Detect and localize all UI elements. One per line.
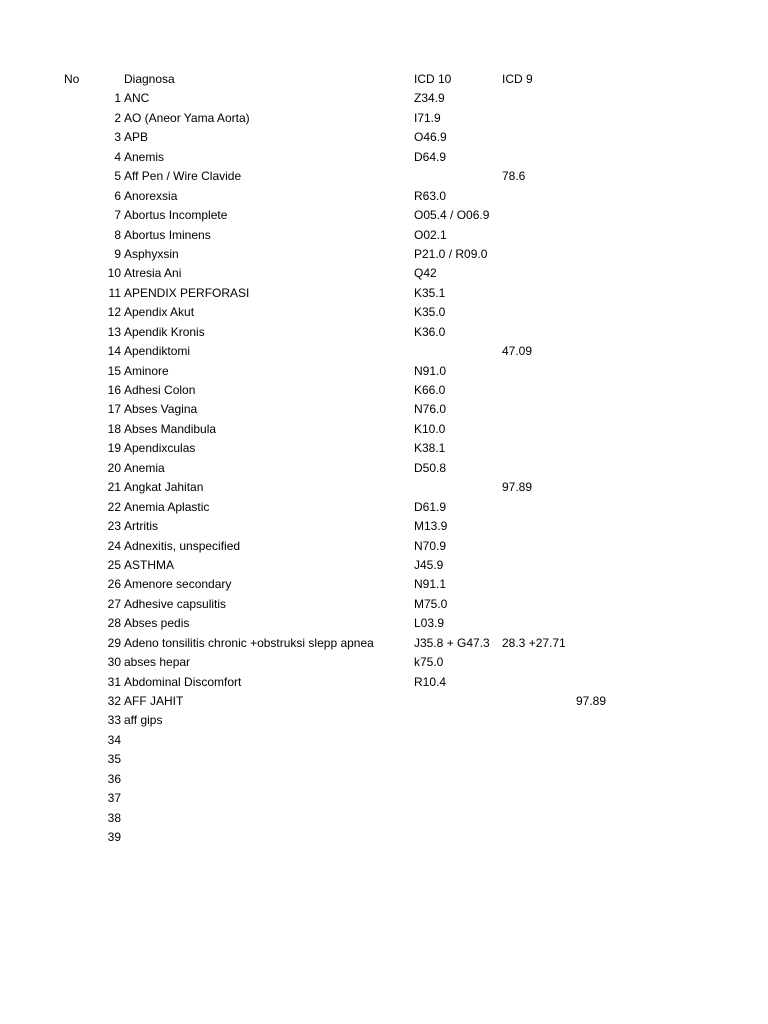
row-number: 15 bbox=[107, 363, 121, 378]
table-row bbox=[0, 595, 768, 614]
row-number: 23 bbox=[107, 519, 121, 534]
row-number: 8 bbox=[114, 227, 121, 242]
header-icd9: ICD 9 bbox=[502, 72, 533, 86]
row-diagnosa: Adnexitis, unspecified bbox=[124, 538, 241, 553]
row-icd10: L03.9 bbox=[414, 616, 445, 631]
row-icd10: k75.0 bbox=[414, 655, 444, 670]
row-number: 1 bbox=[114, 91, 121, 106]
row-diagnosa: Abses pedis bbox=[124, 616, 190, 631]
table-row bbox=[0, 673, 768, 692]
table-row bbox=[0, 439, 768, 458]
row-diagnosa: Adhesive capsulitis bbox=[124, 596, 227, 611]
table-row bbox=[0, 362, 768, 381]
row-number: 37 bbox=[107, 791, 121, 806]
diagnosis-sheet bbox=[0, 70, 768, 848]
row-icd10: K66.0 bbox=[414, 383, 446, 397]
row-number: 2 bbox=[114, 110, 121, 125]
table-row bbox=[0, 420, 768, 439]
table-row bbox=[0, 323, 768, 342]
table-row bbox=[0, 342, 768, 361]
row-number: 9 bbox=[114, 246, 121, 261]
table-row bbox=[0, 517, 768, 536]
row-icd9: 78.6 bbox=[502, 169, 526, 184]
header-no: No bbox=[64, 72, 80, 86]
row-number: 39 bbox=[107, 830, 121, 845]
table-row bbox=[0, 692, 768, 711]
row-diagnosa: Anemia Aplastic bbox=[124, 499, 210, 514]
row-icd10: O46.9 bbox=[414, 130, 447, 145]
row-diagnosa: Adeno tonsilitis chronic +obstruksi slepp apnea bbox=[124, 635, 374, 650]
row-number: 28 bbox=[107, 616, 121, 631]
row-number: 20 bbox=[107, 460, 121, 475]
row-icd10: D61.9 bbox=[414, 499, 447, 514]
header-icd10: ICD 10 bbox=[414, 72, 452, 86]
row-diagnosa: AFF JAHIT bbox=[124, 694, 184, 708]
row-number: 36 bbox=[107, 771, 121, 786]
table-row bbox=[0, 809, 768, 828]
row-diagnosa: Abortus Incomplete bbox=[124, 208, 228, 223]
table-row bbox=[0, 264, 768, 283]
row-number: 16 bbox=[107, 383, 121, 397]
row-number: 32 bbox=[107, 694, 121, 708]
row-icd10: Q42 bbox=[414, 266, 437, 281]
row-icd10: P21.0 / R09.0 bbox=[414, 246, 488, 261]
row-number: 27 bbox=[107, 596, 121, 611]
row-diagnosa: APENDIX PERFORASI bbox=[124, 285, 250, 300]
table-row bbox=[0, 187, 768, 206]
row-diagnosa: Atresia Ani bbox=[124, 266, 182, 281]
table-row bbox=[0, 498, 768, 517]
row-diagnosa: Apendiktomi bbox=[124, 344, 191, 359]
row-diagnosa: Abdominal Discomfort bbox=[124, 674, 242, 689]
row-number: 35 bbox=[107, 752, 121, 767]
table-row bbox=[0, 167, 768, 186]
row-number: 38 bbox=[107, 810, 121, 825]
row-icd10: O02.1 bbox=[414, 227, 447, 242]
row-icd10: J35.8 + G47.3 bbox=[414, 635, 490, 650]
row-icd10: K10.0 bbox=[414, 421, 446, 436]
table-row bbox=[0, 400, 768, 419]
row-diagnosa: Anorexsia bbox=[124, 188, 178, 203]
row-icd10: K36.0 bbox=[414, 324, 446, 339]
row-number: 6 bbox=[114, 188, 121, 203]
row-icd10: K38.1 bbox=[414, 441, 446, 456]
row-number: 25 bbox=[107, 557, 121, 572]
row-number: 18 bbox=[107, 421, 121, 436]
table-row bbox=[0, 478, 768, 497]
row-number: 19 bbox=[107, 441, 121, 456]
row-diagnosa: Apendik Kronis bbox=[124, 324, 205, 339]
table-row bbox=[0, 303, 768, 322]
row-number: 21 bbox=[107, 480, 121, 495]
table-row bbox=[0, 537, 768, 556]
row-icd9: 28.3 +27.71 bbox=[502, 635, 566, 650]
row-icd10: R10.4 bbox=[414, 674, 447, 689]
table-row bbox=[0, 634, 768, 653]
row-icd9: 97.89 bbox=[502, 480, 533, 495]
table-row bbox=[0, 109, 768, 128]
row-diagnosa: ANC bbox=[124, 91, 150, 106]
table-row bbox=[0, 653, 768, 672]
row-number: 34 bbox=[107, 732, 121, 747]
row-diagnosa: Artritis bbox=[124, 519, 158, 534]
table-row bbox=[0, 575, 768, 594]
row-diagnosa: Apendixculas bbox=[124, 441, 196, 456]
row-number: 13 bbox=[107, 324, 121, 339]
table-row bbox=[0, 206, 768, 225]
row-icd10: N70.9 bbox=[414, 538, 447, 553]
row-icd10: D64.9 bbox=[414, 149, 447, 164]
row-diagnosa: Anemia bbox=[124, 460, 165, 475]
table-row bbox=[0, 731, 768, 750]
header-row bbox=[0, 70, 768, 89]
row-icd10: N91.1 bbox=[414, 577, 447, 592]
row-number: 30 bbox=[107, 655, 121, 670]
table-row bbox=[0, 89, 768, 108]
row-number: 7 bbox=[114, 208, 121, 223]
row-diagnosa: Anemis bbox=[124, 149, 165, 164]
row-icd10: N91.0 bbox=[414, 363, 447, 378]
row-icd10: K35.1 bbox=[414, 285, 446, 300]
table-row bbox=[0, 556, 768, 575]
row-diagnosa: APB bbox=[124, 130, 149, 145]
table-body bbox=[0, 89, 768, 847]
row-icd10: O05.4 / O06.9 bbox=[414, 208, 490, 223]
row-icd10: I71.9 bbox=[414, 110, 441, 125]
row-number: 3 bbox=[114, 130, 121, 145]
row-diagnosa: Adhesi Colon bbox=[124, 383, 196, 397]
row-number: 22 bbox=[107, 499, 121, 514]
row-diagnosa: Angkat Jahitan bbox=[124, 480, 204, 495]
row-number: 4 bbox=[114, 149, 121, 164]
row-diagnosa: Aff Pen / Wire Clavide bbox=[124, 169, 242, 184]
table-row bbox=[0, 459, 768, 478]
row-diagnosa: Amenore secondary bbox=[124, 577, 232, 592]
row-diagnosa: abses hepar bbox=[124, 655, 191, 670]
table-row bbox=[0, 770, 768, 789]
row-diagnosa: Abortus Iminens bbox=[124, 227, 211, 242]
table-row bbox=[0, 245, 768, 264]
row-number: 12 bbox=[107, 305, 121, 320]
row-icd10: Z34.9 bbox=[414, 91, 445, 106]
row-number: 14 bbox=[107, 344, 121, 359]
table-row bbox=[0, 789, 768, 808]
row-icd10: D50.8 bbox=[414, 460, 447, 475]
row-number: 5 bbox=[114, 169, 121, 184]
table-row bbox=[0, 128, 768, 147]
table-row bbox=[0, 711, 768, 730]
row-diagnosa: aff gips bbox=[124, 713, 163, 728]
table-row bbox=[0, 828, 768, 847]
row-icd10: J45.9 bbox=[414, 557, 444, 572]
row-number: 33 bbox=[107, 713, 121, 728]
table-row bbox=[0, 614, 768, 633]
row-number: 24 bbox=[107, 538, 121, 553]
header-diagnosa: Diagnosa bbox=[124, 72, 175, 86]
row-number: 31 bbox=[107, 674, 121, 689]
row-number: 10 bbox=[107, 266, 121, 281]
row-icd10: R63.0 bbox=[414, 188, 447, 203]
row-diagnosa: Aminore bbox=[124, 363, 169, 378]
row-diagnosa: Apendix Akut bbox=[124, 305, 195, 320]
row-diagnosa: AO (Aneor Yama Aorta) bbox=[124, 110, 250, 125]
row-extra-code: 97.89 bbox=[576, 694, 607, 708]
table-row bbox=[0, 284, 768, 303]
row-number: 11 bbox=[108, 285, 121, 300]
row-number: 26 bbox=[107, 577, 121, 592]
row-number: 17 bbox=[107, 402, 121, 417]
table-row bbox=[0, 381, 768, 400]
row-number: 29 bbox=[107, 635, 121, 650]
row-diagnosa: Abses Vagina bbox=[124, 402, 198, 417]
table-row bbox=[0, 750, 768, 769]
row-icd9: 47.09 bbox=[502, 344, 533, 359]
row-icd10: M13.9 bbox=[414, 519, 448, 534]
row-icd10: N76.0 bbox=[414, 402, 447, 417]
row-icd10: K35.0 bbox=[414, 305, 446, 320]
row-diagnosa: ASTHMA bbox=[124, 557, 175, 572]
row-diagnosa: Abses Mandibula bbox=[124, 421, 217, 436]
row-diagnosa: Asphyxsin bbox=[124, 246, 179, 261]
table-row bbox=[0, 148, 768, 167]
row-icd10: M75.0 bbox=[414, 596, 448, 611]
table-row bbox=[0, 226, 768, 245]
